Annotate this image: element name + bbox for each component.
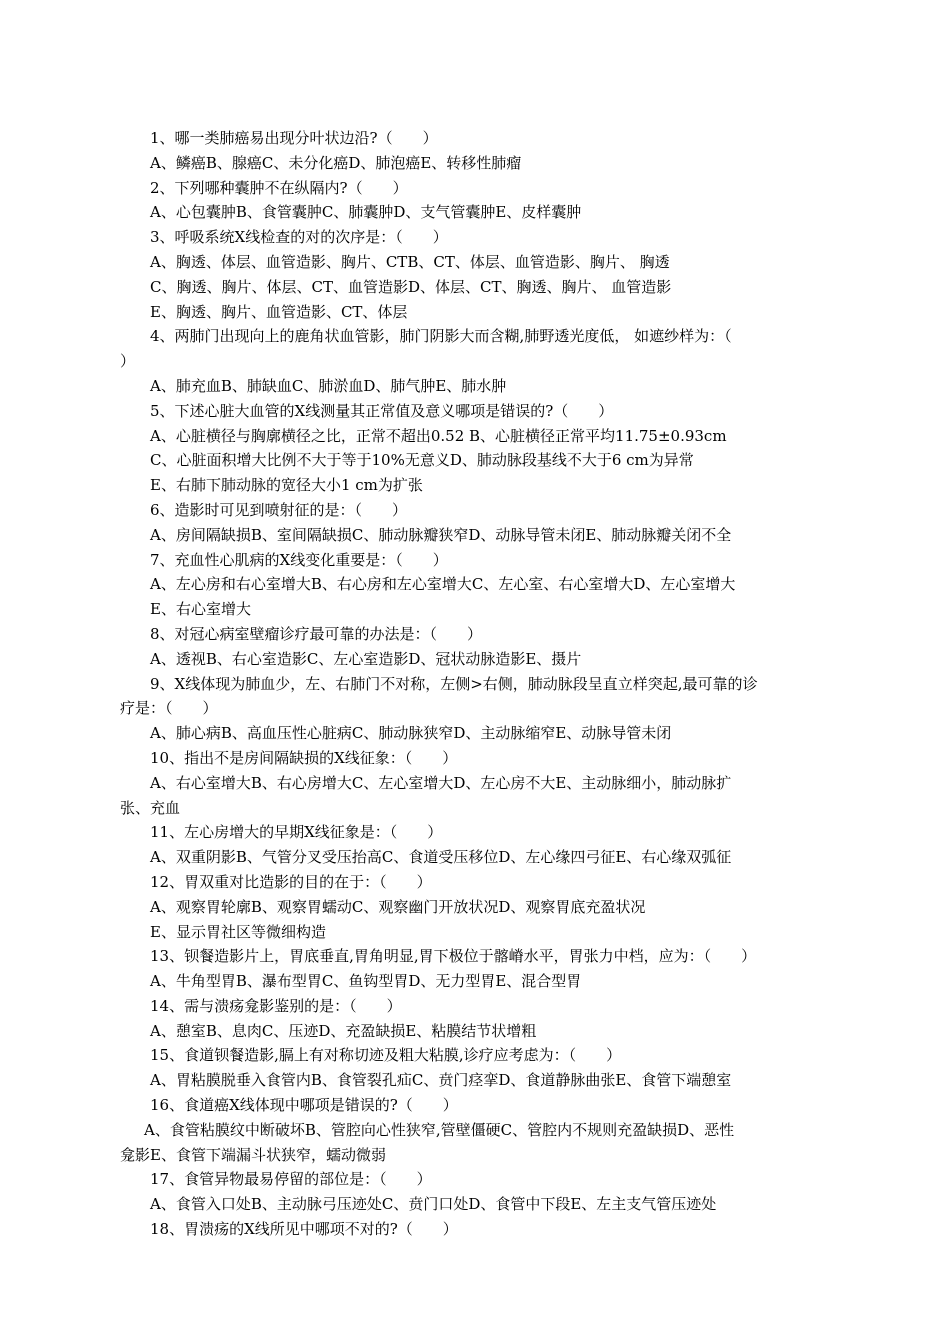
text-line: A、双重阴影B、气管分叉受压抬高C、食道受压移位D、左心缘四弓征E、右心缘双弧征 — [150, 848, 732, 867]
question-line: 10、指出不是房间隔缺损的X线征象：（ ） — [150, 748, 458, 767]
text-line: E、显示胃社区等微细构造 — [150, 922, 326, 941]
question-line: 18、胃溃疡的X线所见中哪项不对的?（ ） — [150, 1220, 458, 1239]
text-line: A、观察胃轮廓B、观察胃蠕动C、观察幽门开放状况D、观察胃底充盈状况 — [150, 897, 646, 916]
text-line: A、左心房和右心室增大B、右心房和左心室增大C、左心室、右心室增大D、左心室增大 — [150, 575, 736, 594]
text-line: E、右肺下肺动脉的宽径大小1 cm为扩张 — [150, 476, 423, 495]
text-line: A、食管入口处B、主动脉弓压迹处C、贲门口处D、食管中下段E、左主支气管压迹处 — [150, 1195, 717, 1214]
question-line: 14、需与溃疡龛影鉴别的是：（ ） — [150, 996, 402, 1015]
document-body — [120, 126, 832, 1242]
question-line: 4、两肺门出现向上的鹿角状血管影，肺门阴影大而含糊,肺野透光度低， 如遮纱样为：（ — [150, 327, 732, 346]
text-line: ） — [120, 352, 136, 371]
question-line: 8、对冠心病室壁瘤诊疗最可靠的办法是：（ ） — [150, 624, 483, 643]
text-line: 龛影E、食管下端漏斗状狭窄，蠕动微弱 — [120, 1145, 386, 1164]
question-line: 1、哪一类肺癌易出现分叶状边沿?（ ） — [150, 129, 438, 147]
text-line: A、胃粘膜脱垂入食管内B、食管裂孔疝C、贲门痉挛D、食道静脉曲张E、食管下端憩室 — [150, 1071, 732, 1090]
question-line: 11、左心房增大的早期X线征象是：（ ） — [150, 823, 443, 842]
text-line: E、胸透、胸片、血管造影、CT、体层 — [150, 302, 408, 321]
text-line: A、鳞癌B、腺癌C、未分化癌D、肺泡癌E、转移性肺瘤 — [150, 153, 522, 172]
text-line: A、心脏横径与胸廓横径之比，正常不超出0.52 B、心脏横径正常平均11.75±0.93cm — [150, 426, 727, 445]
question-line: 5、下述心脏大血管的X线测量其正常值及意义哪项是错误的?（ ） — [150, 401, 614, 420]
text-line: 张、充血 — [120, 798, 181, 817]
question-line: 12、胃双重对比造影的目的在于：（ ） — [150, 872, 432, 891]
text-line: A、肺心病B、高血压性心脏病C、肺动脉狭窄D、主动脉缩窄E、动脉导管未闭 — [150, 724, 672, 743]
text-line: C、胸透、胸片、体层、CT、血管造影D、体层、CT、胸透、胸片、 血管造影 — [150, 277, 672, 296]
question-line: 9、X线体现为肺血少，左、右肺门不对称，左侧>右侧，肺动脉段呈直立样突起,最可靠的诊 — [150, 674, 758, 693]
question-line: 13、钡餐造影片上，胃底垂直,胃角明显,胃下极位于髂嵴水平，胃张力中档，应为：（ ） — [150, 947, 757, 966]
question-line: 3、呼吸系统X线检查的对的次序是：（ ） — [150, 228, 448, 247]
text-line: A、食管粘膜纹中断破坏B、管腔向心性狭窄,管壁僵硬C、管腔内不规则充盈缺损D、恶性 — [144, 1120, 735, 1139]
question-line: 2、下列哪种囊肿不在纵隔内?（ ） — [150, 178, 408, 197]
text-line: 疗是：（ ） — [120, 699, 218, 718]
text-line: A、右心室增大B、右心房增大C、左心室增大D、左心房不大E、主动脉细小，肺动脉扩 — [150, 773, 732, 792]
text-line: C、心脏面积增大比例不大于等于10%无意义D、肺动脉段基线不大于6 cm为异常 — [150, 451, 694, 470]
question-line: 17、食管异物最易停留的部位是：（ ） — [150, 1170, 432, 1189]
text-line: A、憩室B、息肉C、压迹D、充盈缺损E、粘膜结节状增粗 — [150, 1021, 537, 1040]
question-line: 15、食道钡餐造影,膈上有对称切迹及粗大粘膜,诊疗应考虑为：（ ） — [150, 1046, 622, 1065]
question-line: 6、造影时可见到喷射征的是：（ ） — [150, 500, 408, 519]
text-line: A、房间隔缺损B、室间隔缺损C、肺动脉瓣狭窄D、动脉导管未闭E、肺动脉瓣关闭不全 — [150, 525, 732, 544]
text-line: A、肺充血B、肺缺血C、肺淤血D、肺气肿E、肺水肿 — [150, 376, 507, 395]
text-line: A、胸透、体层、血管造影、胸片、CTB、CT、体层、血管造影、胸片、 胸透 — [150, 252, 670, 271]
text-line: A、牛角型胃B、瀑布型胃C、鱼钩型胃D、无力型胃E、混合型胃 — [150, 972, 582, 991]
text-line: E、右心室增大 — [150, 600, 251, 619]
question-line: 16、食道癌X线体现中哪项是错误的?（ ） — [150, 1096, 458, 1115]
text-line: A、心包囊肿B、食管囊肿C、肺囊肿D、支气管囊肿E、皮样囊肿 — [150, 203, 582, 222]
text-line: A、透视B、右心室造影C、左心室造影D、冠状动脉造影E、摄片 — [150, 649, 582, 668]
question-line: 7、充血性心肌病的X线变化重要是：（ ） — [150, 550, 448, 569]
